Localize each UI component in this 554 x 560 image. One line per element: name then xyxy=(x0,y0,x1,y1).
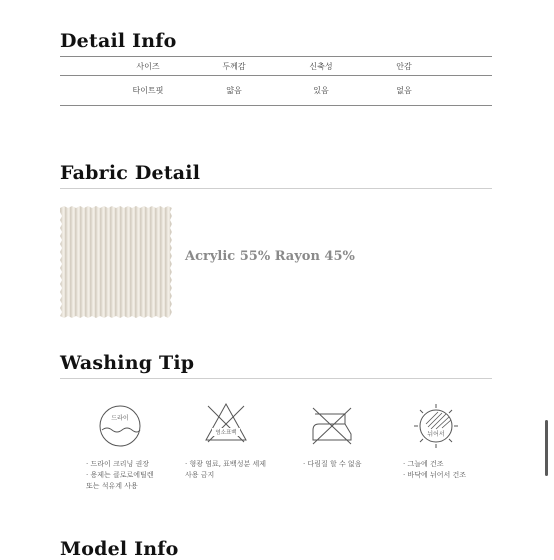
no-iron-note-line: · 다림질 할 수 없음 xyxy=(303,460,362,468)
shade-dry-note-line: · 그늘에 건조 xyxy=(403,460,444,468)
fabric-detail-rule xyxy=(60,188,492,189)
no-iron-icon xyxy=(305,398,357,450)
no-bleach-note-line: 사용 금지 xyxy=(185,471,215,479)
cell-stretch-value: 있음 xyxy=(313,86,329,95)
cell-thickness-value: 얇음 xyxy=(226,86,242,95)
fabric-swatch-image xyxy=(60,206,172,318)
detail-info-top-rule xyxy=(60,56,492,57)
cell-size-header: 사이즈 xyxy=(136,62,160,71)
cell-stretch-header: 신축성 xyxy=(309,62,333,71)
washing-tip-rule xyxy=(60,378,492,379)
cell-lining-header: 안감 xyxy=(396,62,412,71)
no-bleach-note xyxy=(185,459,266,481)
cell-lining-value: 없음 xyxy=(396,86,412,95)
fabric-detail-title: Fabric Detail xyxy=(60,162,201,184)
dry-clean-icon xyxy=(94,400,146,452)
model-info-title: Model Info xyxy=(60,538,179,560)
no-iron-note xyxy=(303,459,361,470)
dry-clean-note xyxy=(86,459,154,492)
dry-clean-note-line: · 드라이 크리닝 권장 xyxy=(86,460,149,468)
fabric-composition: Acrylic 55% Rayon 45% xyxy=(185,249,355,264)
detail-info-mid-rule xyxy=(60,75,492,76)
shade-dry-icon xyxy=(410,400,462,452)
washing-tip-title: Washing Tip xyxy=(60,352,195,374)
scrollbar-thumb[interactable] xyxy=(545,420,548,476)
shade-dry-note xyxy=(403,459,466,481)
detail-info-bottom-rule xyxy=(60,105,492,106)
detail-info-title: Detail Info xyxy=(60,30,177,52)
no-bleach-label: 염소표백 xyxy=(215,430,237,436)
dry-clean-note-line: · 용제는 클로로에틸렌 xyxy=(86,471,154,479)
no-bleach-note-line: · 형광 염료, 표백성분 세제 xyxy=(185,460,266,468)
cell-size-value: 타이트핏 xyxy=(132,86,164,95)
no-bleach-icon xyxy=(200,398,252,450)
dry-clean-label: 드라이 xyxy=(111,415,129,422)
shade-dry-label: 뉘어서 xyxy=(427,431,445,438)
shade-dry-note-line: · 바닥에 뉘어서 건조 xyxy=(403,471,466,479)
dry-clean-note-line: 또는 석유계 사용 xyxy=(86,482,138,490)
cell-thickness-header: 두께감 xyxy=(222,62,246,71)
